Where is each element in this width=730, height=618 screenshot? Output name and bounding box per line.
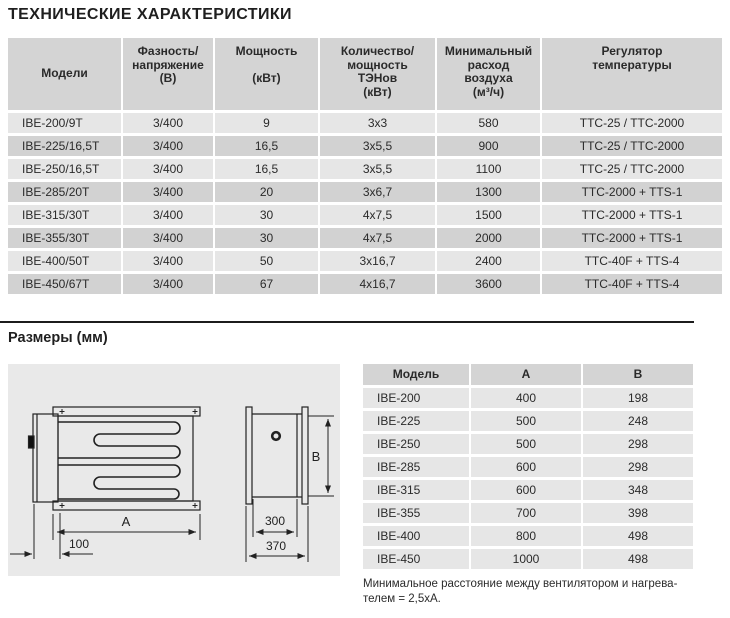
table-row [363,549,693,569]
heating-elements [58,422,180,499]
column-header: Фазность/ напряжение (В) [123,38,213,110]
table-row [363,411,693,431]
value-cell: 1300 [437,182,540,202]
value-cell: 580 [437,113,540,133]
model-cell: IBE-315 [363,480,469,500]
front-view [10,407,200,559]
value-cell: TTC-25 / TTC-2000 [542,159,722,179]
heater-dimensions-diagram [8,364,340,576]
value-cell: 498 [583,526,693,546]
value-cell: 3/400 [123,228,213,248]
heater-diagram-svg [8,364,340,576]
terminal-tab [29,436,35,448]
value-cell: 3/400 [123,113,213,133]
footnote [363,577,713,607]
value-cell: 298 [583,434,693,454]
value-cell: 3/400 [123,159,213,179]
model-cell: IBE-250/16,5T [8,159,121,179]
value-cell: 30 [215,205,318,225]
value-cell: 600 [471,457,581,477]
value-cell: 3/400 [123,251,213,271]
column-header: Мощность (кВт) [215,38,318,110]
value-cell: TTC-2000 + TTS-1 [542,228,722,248]
label-b: B [311,449,321,464]
table-row [363,457,693,477]
value-cell: 3/400 [123,274,213,294]
cable-gland-icon [272,432,280,440]
value-cell: 1000 [471,549,581,569]
model-cell: IBE-285/20T [8,182,121,202]
value-cell: 1500 [437,205,540,225]
value-cell: 348 [583,480,693,500]
model-cell: IBE-225 [363,411,469,431]
value-cell: 2000 [437,228,540,248]
value-cell: 700 [471,503,581,523]
model-cell: IBE-200 [363,388,469,408]
column-header: Регулятор температуры [542,38,722,110]
right-flange-bar [302,407,308,504]
column-header: Количество/ мощность ТЭНов (кВт) [320,38,435,110]
value-cell: TTC-40F + TTS-4 [542,274,722,294]
value-cell: 3/400 [123,136,213,156]
table-row [8,228,722,248]
page-title: ТЕХНИЧЕСКИЕ ХАРАКТЕРИСТИКИ [8,6,292,23]
value-cell: 30 [215,228,318,248]
model-cell: IBE-355 [363,503,469,523]
column-header: Минимальный расход воздуха (м³/ч) [437,38,540,110]
value-cell: 400 [471,388,581,408]
table-row [8,251,722,271]
column-header: B [583,364,693,385]
value-cell: TTC-2000 + TTS-1 [542,182,722,202]
value-cell: 4x16,7 [320,274,435,294]
footnote-line: телем = 2,5хА. [363,593,441,605]
value-cell: 3x5,5 [320,136,435,156]
value-cell: 500 [471,434,581,454]
value-cell: 4x7,5 [320,205,435,225]
table-row [8,113,722,133]
table-row [8,159,722,179]
model-cell: IBE-355/30T [8,228,121,248]
value-cell: 298 [583,457,693,477]
value-cell: 398 [583,503,693,523]
value-cell: 9 [215,113,318,133]
model-cell: IBE-400/50T [8,251,121,271]
value-cell: TTC-25 / TTC-2000 [542,136,722,156]
value-cell: 498 [583,549,693,569]
bottom-flange [53,501,200,510]
value-cell: TTC-25 / TTC-2000 [542,113,722,133]
dimensions-section-title: Размеры (мм) [8,330,108,346]
table-row [363,434,693,454]
dimensions-table [363,364,693,569]
dimensions-table-header-row [363,364,693,385]
table-row [8,182,722,202]
side-view [246,407,334,562]
label-100: 100 [68,537,90,551]
top-flange [53,407,200,416]
table-row [8,205,722,225]
value-cell: 500 [471,411,581,431]
table-row [8,136,722,156]
column-header: Модели [8,38,121,110]
section-divider [0,321,694,323]
value-cell: 900 [437,136,540,156]
spec-table [8,38,722,294]
model-cell: IBE-315/30T [8,205,121,225]
value-cell: 248 [583,411,693,431]
label-a: A [121,514,131,529]
label-300: 300 [264,514,286,528]
model-cell: IBE-225/16,5T [8,136,121,156]
column-header: A [471,364,581,385]
value-cell: 67 [215,274,318,294]
value-cell: TTC-2000 + TTS-1 [542,205,722,225]
value-cell: 16,5 [215,136,318,156]
value-cell: 198 [583,388,693,408]
left-flange-bar [246,407,252,504]
table-row [363,480,693,500]
model-cell: IBE-250 [363,434,469,454]
value-cell: TTC-40F + TTS-4 [542,251,722,271]
value-cell: 3/400 [123,205,213,225]
value-cell: 3x5,5 [320,159,435,179]
value-cell: 4x7,5 [320,228,435,248]
value-cell: 3x16,7 [320,251,435,271]
value-cell: 16,5 [215,159,318,179]
value-cell: 3x3 [320,113,435,133]
model-cell: IBE-285 [363,457,469,477]
spec-table-header-row [8,38,722,110]
value-cell: 3/400 [123,182,213,202]
table-row [8,274,722,294]
label-370: 370 [265,539,287,553]
value-cell: 3600 [437,274,540,294]
value-cell: 2400 [437,251,540,271]
value-cell: 50 [215,251,318,271]
model-cell: IBE-400 [363,526,469,546]
model-cell: IBE-200/9T [8,113,121,133]
value-cell: 800 [471,526,581,546]
table-row [363,526,693,546]
model-cell: IBE-450 [363,549,469,569]
model-cell: IBE-450/67T [8,274,121,294]
value-cell: 3x6,7 [320,182,435,202]
table-row [363,388,693,408]
table-row [363,503,693,523]
value-cell: 600 [471,480,581,500]
value-cell: 1100 [437,159,540,179]
value-cell: 20 [215,182,318,202]
footnote-line: Минимальное расстояние между вентилятором и нагрева- [363,578,678,590]
column-header: Модель [363,364,469,385]
